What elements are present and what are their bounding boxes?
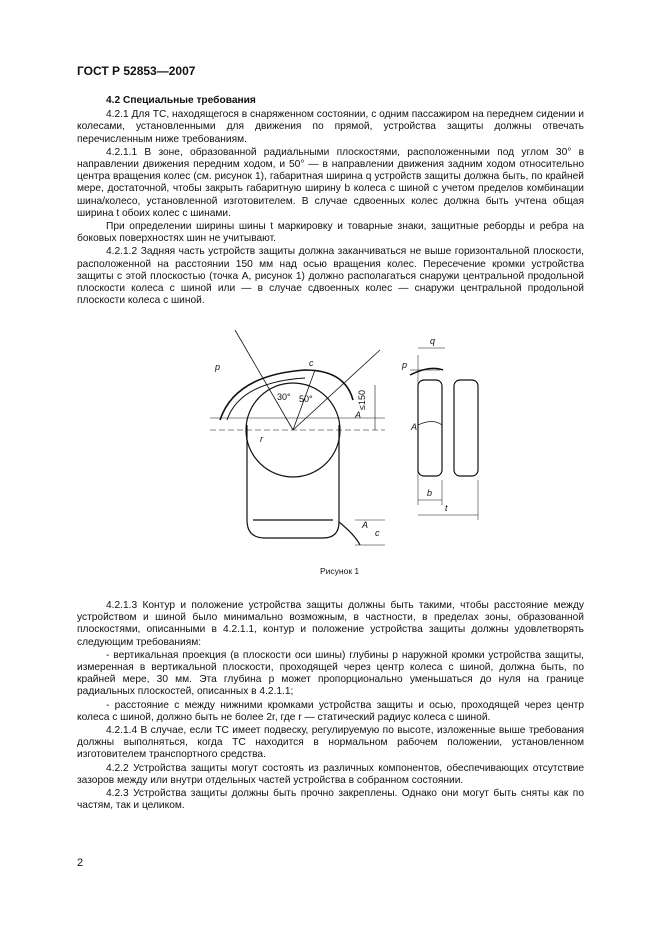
- paragraph: 4.2.1.1 В зоне, образованной радиальными плоскостями, расположенными под углом 30° в направлении движения передним ходом, и 50° — в направлении движения задним ходом относительно центра вращения колес (см. рисунок 1), габаритная ширина q устройств защиты должна быть, по крайней мере, достаточной, чтобы закрыть габаритную ширину b колеса с шиной с учетом пределов комбинации шина/колесо, установленной изготовителем. В случае сдвоенных колес должна быть учтена общая ширина t обоих колес с шинами.: [77, 146, 584, 219]
- page-number: 2: [77, 857, 84, 869]
- label-angle50: 50°: [299, 394, 313, 404]
- text-top: [77, 95, 584, 308]
- label-c: c: [309, 358, 314, 368]
- document-header: ГОСТ Р 52853—2007: [77, 64, 196, 78]
- paragraph: 4.2.1 Для ТС, находящегося в снаряженном состоянии, с одним пассажиром на переднем сидении и колесами, установленными для движения по прямой, устройства защиты должны отвечать перечисленным ниже требованиям.: [77, 109, 584, 145]
- figure-1-drawing: [205, 330, 495, 575]
- section-title: 4.2 Специальные требования: [106, 95, 256, 106]
- paragraph: 4.2.2 Устройства защиты могут состоять из различных компонентов, обеспечивающих отсутствие зазоров между или внутри отдельных частей устройства в собранном состоянии.: [77, 762, 584, 786]
- figure-caption: Рисунок 1: [320, 566, 360, 576]
- paragraph: 4.2.1.3 Контур и положение устройства защиты должны быть такими, чтобы расстояние между устройством и шиной было минимально возможным, в частности, в пределах зоны, образованной плоскостями, описанными в 4.2.1.1, контур и положение устройства защиты должны удовлетворять следующим требованиям:: [77, 600, 584, 648]
- paragraph: - вертикальная проекция (в плоскости оси шины) глубины p наружной кромки устройства защиты, измеренная в вертикальной плоскости, проходящей через центр колеса с шиной, должна быть, по крайней мере, 30 мм. Эта глубина p может пропорционально уменьшаться до нуля на границе радиальных плоскостей, описанных в 4.2.1.1;: [77, 649, 584, 698]
- label-b: b: [427, 488, 433, 498]
- label-q: q: [430, 336, 436, 346]
- paragraph: - расстояние c между нижними кромками устройства защиты и осью, проходящей через центр колеса с шиной, должно быть не более 2r, где r — статический радиус колеса с шиной.: [77, 699, 584, 723]
- label-A-lower: A: [362, 520, 369, 530]
- label-A: A: [355, 410, 362, 420]
- label-t: t: [445, 503, 448, 513]
- label-A-front: A: [411, 422, 418, 432]
- label-c-lower: c: [375, 528, 380, 538]
- label-r: r: [260, 434, 263, 444]
- label-dim150: ≤150: [357, 390, 367, 410]
- paragraph: При определении ширины шины t маркировку и товарные знаки, защитные реборды и ребра на боковых поверхностях шин не учитывают.: [77, 221, 584, 245]
- paragraph: 4.2.1.2 Задняя часть устройств защиты должна заканчиваться не выше горизонтальной плоскости, расположенной на расстоянии 150 мм над осью вращения колес. Пересечение кромки устройства защиты с этой плоскостью (точка А, рисунок 1) должно располагаться снаружи центральной продольной плоскости колеса с шиной или — в случае сдвоенных колес — снаружи центральной продольной плоскости колеса с шиной.: [77, 246, 584, 307]
- label-p: p: [215, 362, 221, 372]
- label-angle30: 30°: [277, 392, 291, 402]
- text-bottom: [77, 600, 584, 813]
- label-p-front: p: [402, 360, 408, 370]
- paragraph: 4.2.3 Устройства защиты должны быть прочно закреплены. Однако они могут быть сняты как по частям, так и целиком.: [77, 788, 584, 812]
- paragraph: 4.2.1.4 В случае, если ТС имеет подвеску, регулируемую по высоте, изложенные выше требования должны выполняться, когда ТС находится в нормальном рабочем положении, установленном изготовителем транспортного средства.: [77, 725, 584, 761]
